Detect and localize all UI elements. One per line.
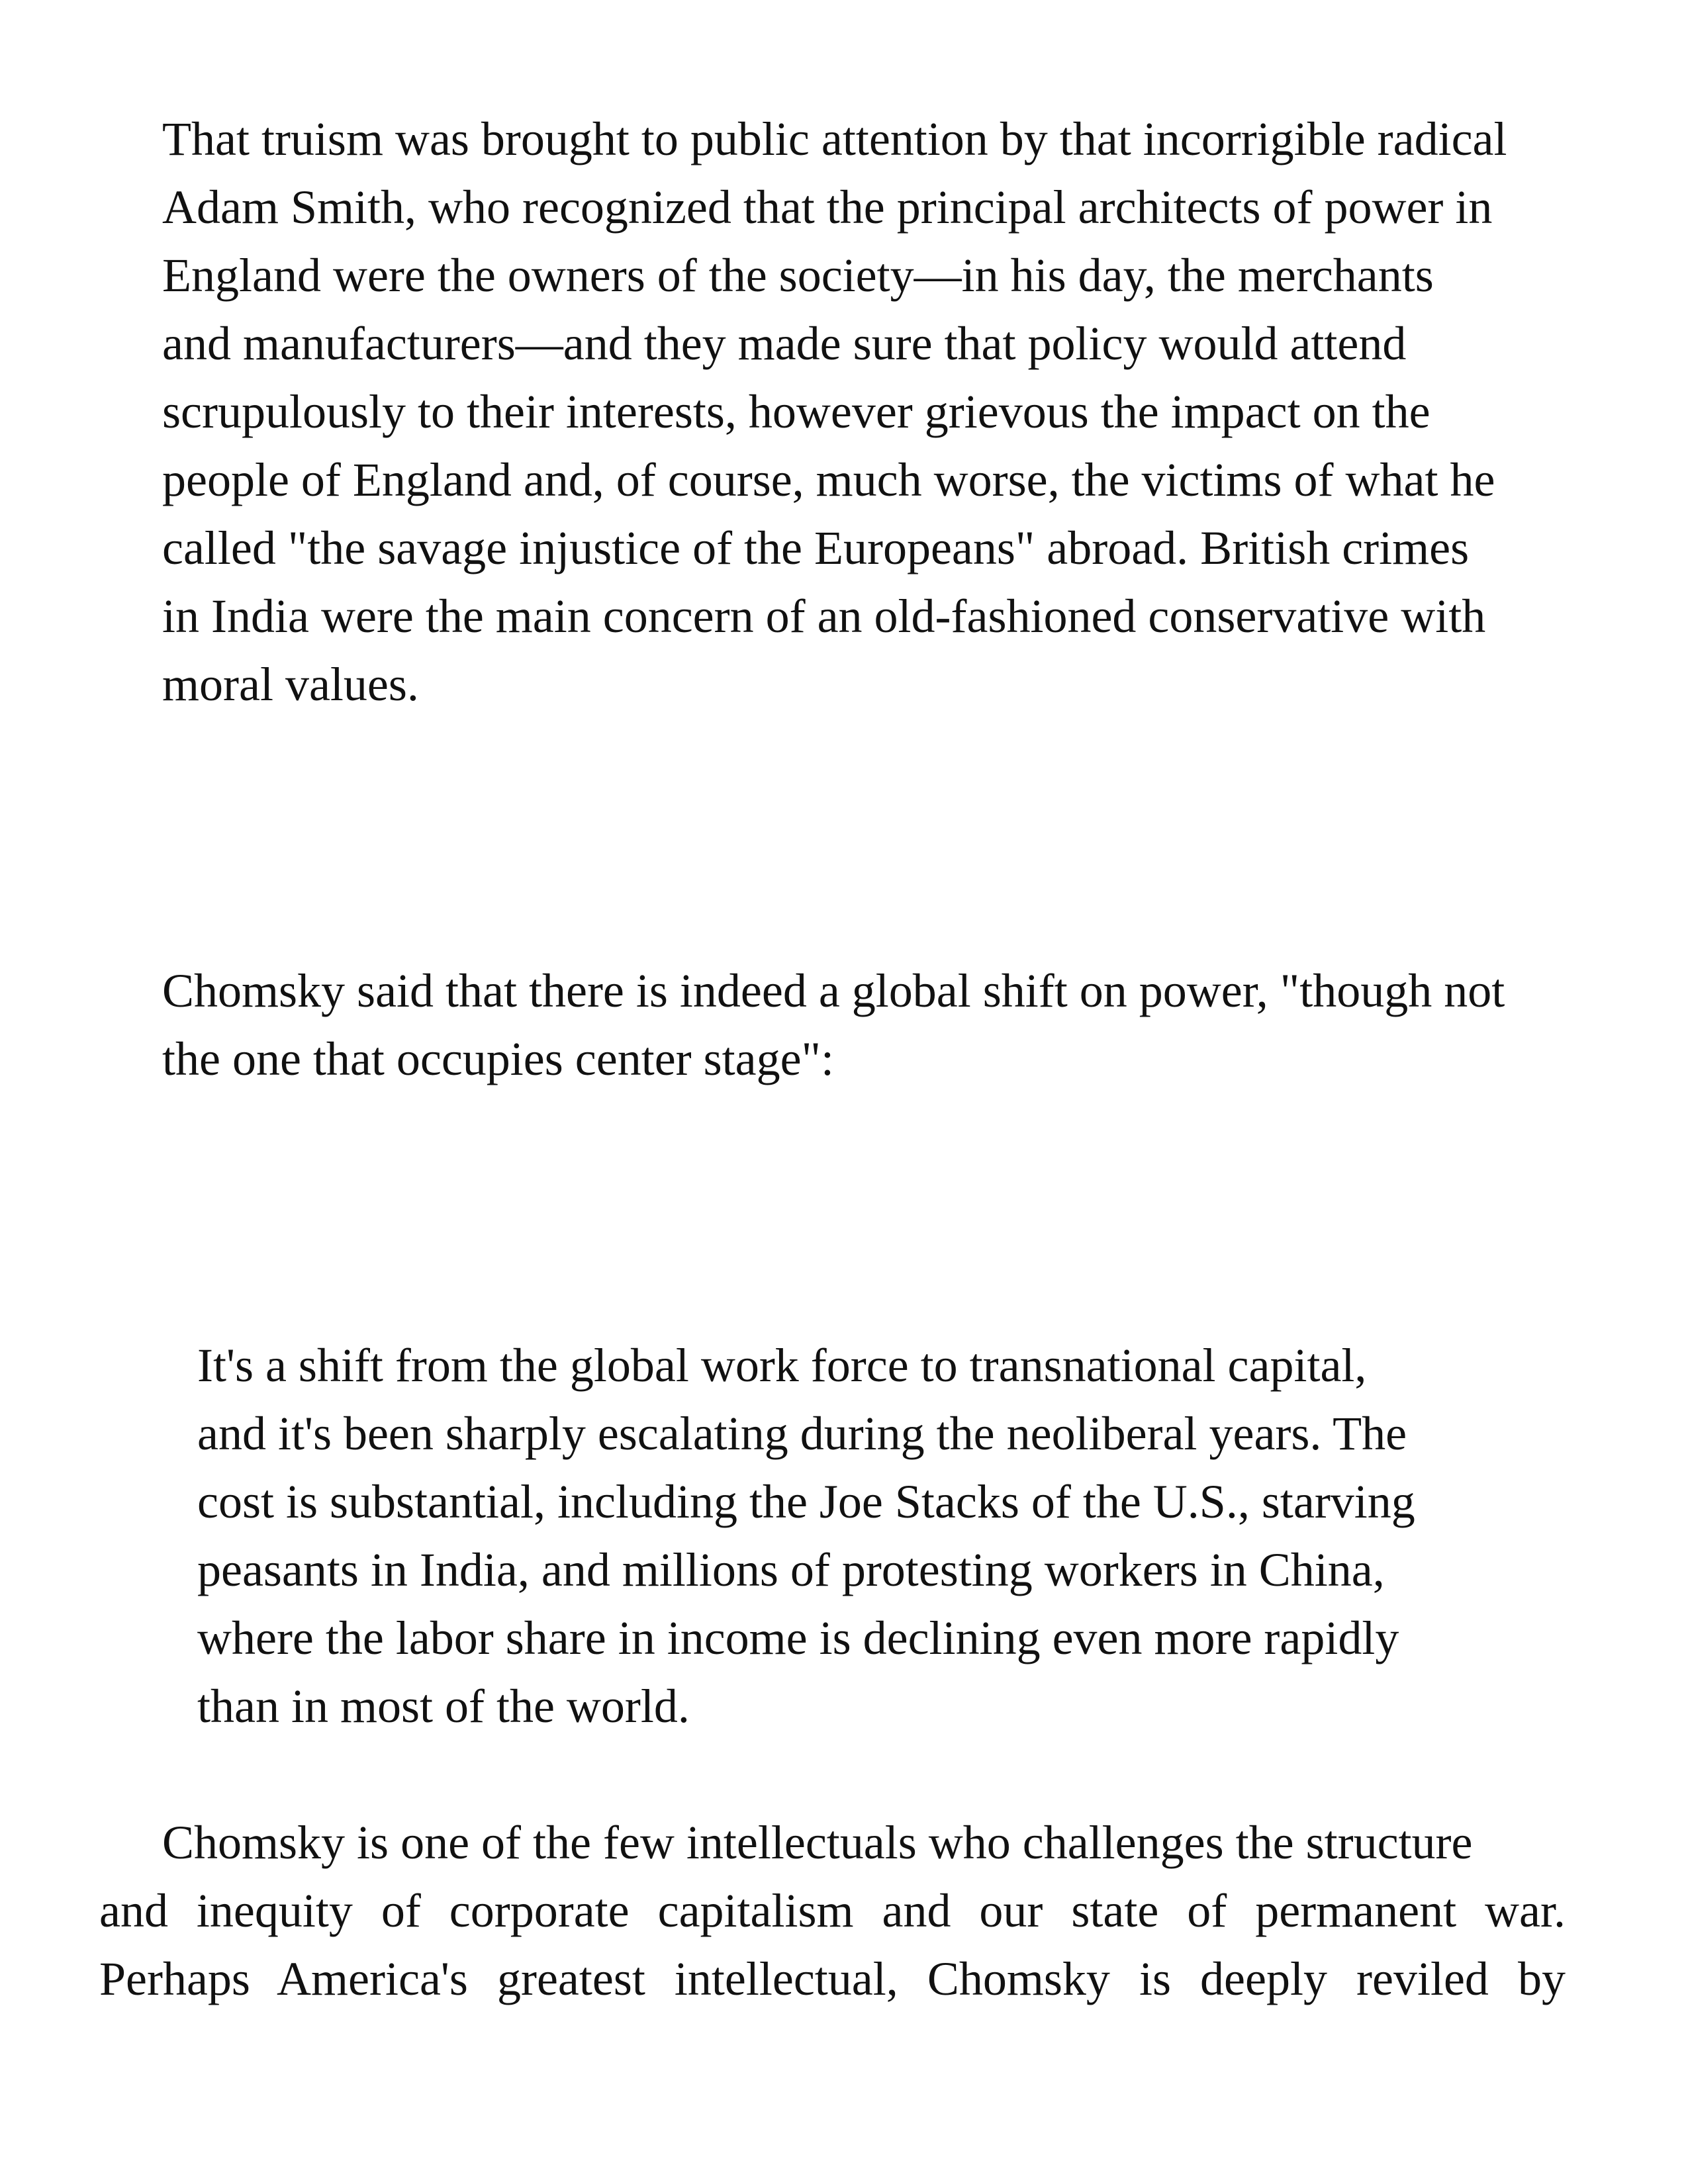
text-line: the one that occupies center stage":: [162, 1032, 834, 1085]
text-line: Chomsky said that there is indeed a global shift on power, "though not: [162, 964, 1505, 1017]
text-line: That truism was brought to public attention by that incorrigible radical: [162, 113, 1507, 165]
text-line: in India were the main concern of an old-fashioned conservative with: [162, 590, 1486, 643]
quote-line: It's a shift from the global work force to transnational capital,: [197, 1339, 1367, 1392]
text-line: scrupulously to their interests, however grievous the impact on the: [162, 385, 1430, 438]
quote-line: peasants in India, and millions of protesting workers in China,: [197, 1543, 1385, 1596]
text-line: Adam Smith, who recognized that the principal architects of power in: [162, 181, 1493, 234]
text-line: people of England and, of course, much worse, the victims of what he: [162, 453, 1495, 506]
text-line: and manufacturers—and they made sure that policy would attend: [162, 317, 1407, 370]
text-line: and inequity of corporate capitalism and our state of permanent war.: [99, 1884, 1566, 1937]
text-line: called "the savage injustice of the Europeans" abroad. British crimes: [162, 522, 1470, 574]
text-line: moral values.: [162, 658, 419, 711]
text-line: Perhaps America's greatest intellectual, Chomsky is deeply reviled by: [99, 1952, 1566, 2005]
text-line: Chomsky is one of the few intellectuals who challenges the structure: [162, 1816, 1473, 1869]
text-line: England were the owners of the society—in his day, the merchants: [162, 249, 1434, 302]
quote-line: where the labor share in income is declining even more rapidly: [197, 1612, 1399, 1664]
quote-line: cost is substantial, including the Joe Stacks of the U.S., starving: [197, 1475, 1415, 1528]
quote-line: and it's been sharply escalating during the neoliberal years. The: [197, 1407, 1407, 1460]
quote-line: than in most of the world.: [197, 1680, 690, 1733]
